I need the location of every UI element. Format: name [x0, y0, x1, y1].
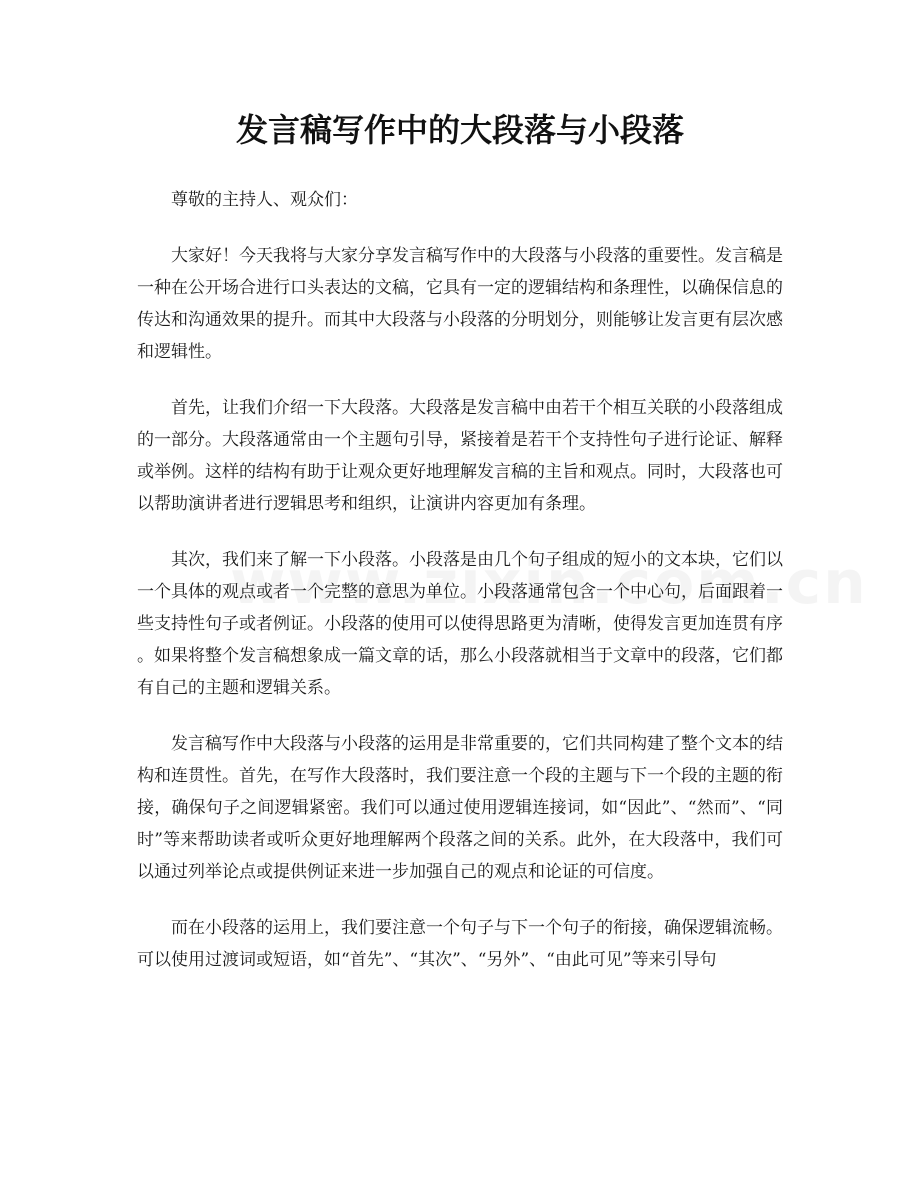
- paragraph-small-usage: 而在小段落的运用上，我们要注意一个句子与下一个句子的衔接，确保逻辑流畅。可以使用过渡词或短语，如“首先”、“其次”、“另外”、“由此可见”等来引导句: [137, 918, 783, 970]
- document-title: 发言稿写作中的大段落与小段落: [235, 111, 684, 149]
- document-body: [137, 184, 783, 1000]
- paragraph-intro: 大家好！今天我将与大家分享发言稿写作中的大段落与小段落的重要性。发言稿是一种在公开场合进行口头表达的文稿，它具有一定的逻辑结构和条理性，以确保信息的传达和沟通效果的提升。而其中大段落与小段落的分明划分，则能够让发言更有层次感和逻辑性。: [137, 246, 783, 362]
- paragraph-large-section: 首先，让我们介绍一下大段落。大段落是发言稿中由若干个相互关联的小段落组成的一部分。大段落通常由一个主题句引导，紧接着是若干个支持性句子进行论证、解释或举例。这样的结构有助于让观众更好地理解发言稿的主旨和观点。同时，大段落也可以帮助演讲者进行逻辑思考和组织，让演讲内容更加有条理。: [137, 398, 783, 514]
- paragraph-small-section: 其次，我们来了解一下小段落。小段落是由几个句子组成的短小的文本块，它们以一个具体的观点或者一个完整的意思为单位。小段落通常包含一个中心句，后面跟着一些支持性句子或者例证。小段落的使用可以使得思路更为清晰，使得发言更加连贯有序。如果将整个发言稿想象成一篇文章的话，那么小段落就相当于文章中的段落，它们都有自己的主题和逻辑关系。: [137, 550, 783, 698]
- salutation: 尊敬的主持人、观众们：: [171, 190, 358, 210]
- paragraph-usage: 发言稿写作中大段落与小段落的运用是非常重要的，它们共同构建了整个文本的结构和连贯性。首先，在写作大段落时，我们要注意一个段的主题与下一个段的主题的衔接，确保句子之间逻辑紧密。我们可以通过使用逻辑连接词，如“因此”、“然而”、“同时”等来帮助读者或听众更好地理解两个段落之间的关系。此外，在大段落中，我们可以通过列举论点或提供例证来进一步加强自己的观点和论证的可信度。: [137, 734, 783, 882]
